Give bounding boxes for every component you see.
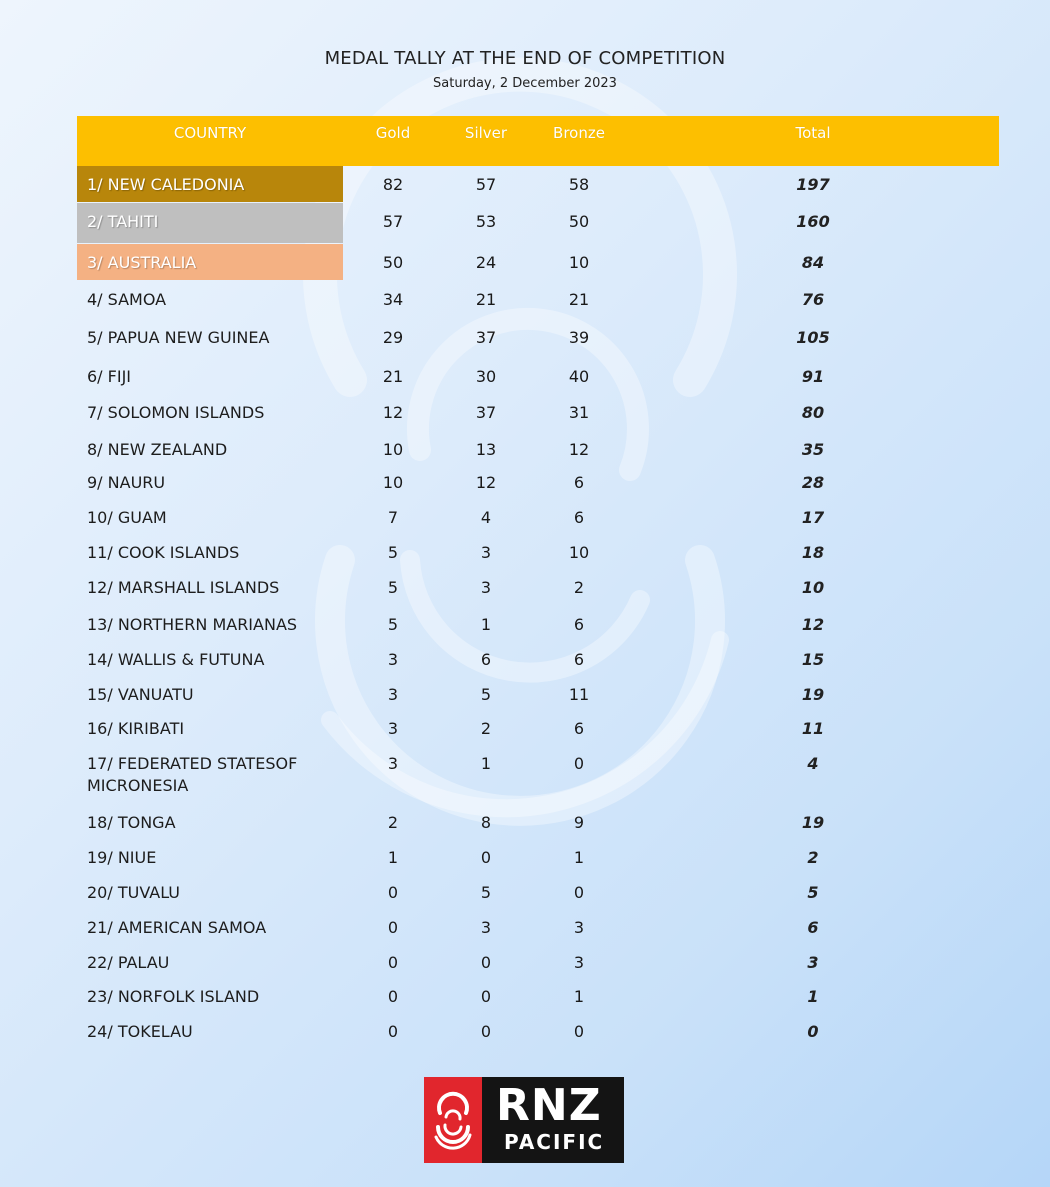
table-row bbox=[0, 909, 1050, 945]
gold-count: 0 bbox=[387, 883, 399, 902]
bronze-count: 3 bbox=[573, 918, 585, 937]
gold-count: 0 bbox=[387, 1022, 399, 1041]
country-name-line2: MICRONESIA bbox=[87, 776, 189, 795]
bronze-count: 6 bbox=[573, 508, 585, 527]
table-row bbox=[0, 1013, 1050, 1049]
total-count: 5 bbox=[807, 883, 819, 902]
bronze-count: 58 bbox=[568, 175, 590, 194]
silver-count: 1 bbox=[480, 754, 492, 773]
country-name: 3/ AUSTRALIA bbox=[87, 253, 197, 272]
bronze-count: 2 bbox=[573, 578, 585, 597]
table-row bbox=[0, 431, 1050, 467]
total-count: 1 bbox=[807, 987, 819, 1006]
bronze-count: 0 bbox=[573, 1022, 585, 1041]
silver-count: 3 bbox=[480, 543, 492, 562]
total-count: 160 bbox=[796, 212, 830, 231]
total-count: 10 bbox=[801, 578, 825, 597]
total-count: 4 bbox=[807, 754, 819, 773]
total-count: 19 bbox=[801, 813, 825, 832]
silver-count: 57 bbox=[475, 175, 497, 194]
bronze-count: 3 bbox=[573, 953, 585, 972]
table-row bbox=[0, 641, 1050, 677]
table-row bbox=[0, 676, 1050, 712]
silver-count: 0 bbox=[480, 1022, 492, 1041]
total-count: 11 bbox=[801, 719, 825, 738]
total-count: 35 bbox=[801, 440, 825, 459]
table-row bbox=[0, 358, 1050, 394]
total-count: 80 bbox=[801, 403, 825, 422]
table-row bbox=[0, 281, 1050, 317]
table-row bbox=[0, 745, 1050, 801]
gold-count: 82 bbox=[382, 175, 404, 194]
gold-count: 1 bbox=[387, 848, 399, 867]
bronze-count: 6 bbox=[573, 719, 585, 738]
gold-count: 3 bbox=[387, 650, 399, 669]
total-count: 2 bbox=[807, 848, 819, 867]
bronze-count: 6 bbox=[573, 473, 585, 492]
silver-count: 37 bbox=[475, 403, 497, 422]
rnz-pacific-logo bbox=[424, 1077, 624, 1163]
country-name: 14/ WALLIS & FUTUNA bbox=[87, 650, 265, 669]
country-name: 24/ TOKELAU bbox=[87, 1022, 193, 1041]
header-country: COUNTRY bbox=[173, 124, 247, 142]
gold-count: 57 bbox=[382, 212, 404, 231]
gold-count: 10 bbox=[382, 440, 404, 459]
bronze-count: 1 bbox=[573, 987, 585, 1006]
table-row bbox=[0, 944, 1050, 980]
total-count: 0 bbox=[807, 1022, 819, 1041]
country-name: 4/ SAMOA bbox=[87, 290, 167, 309]
silver-count: 6 bbox=[480, 650, 492, 669]
bronze-count: 21 bbox=[568, 290, 590, 309]
table-row bbox=[0, 569, 1050, 605]
bronze-count: 9 bbox=[573, 813, 585, 832]
silver-count: 3 bbox=[480, 918, 492, 937]
total-count: 6 bbox=[807, 918, 819, 937]
logo-rnz-text: RNZ bbox=[496, 1080, 602, 1131]
bronze-count: 39 bbox=[568, 328, 590, 347]
gold-count: 3 bbox=[387, 685, 399, 704]
table-row bbox=[0, 978, 1050, 1014]
silver-count: 1 bbox=[480, 615, 492, 634]
gold-count: 0 bbox=[387, 918, 399, 937]
total-count: 17 bbox=[801, 508, 825, 527]
silver-count: 5 bbox=[480, 685, 492, 704]
silver-count: 3 bbox=[480, 578, 492, 597]
gold-count: 21 bbox=[382, 367, 404, 386]
page-title: MEDAL TALLY AT THE END OF COMPETITION bbox=[324, 48, 726, 69]
total-count: 105 bbox=[796, 328, 830, 347]
bronze-count: 40 bbox=[568, 367, 590, 386]
silver-count: 30 bbox=[475, 367, 497, 386]
total-count: 19 bbox=[801, 685, 825, 704]
gold-count: 29 bbox=[382, 328, 404, 347]
bronze-count: 0 bbox=[573, 754, 585, 773]
gold-count: 0 bbox=[387, 987, 399, 1006]
bronze-count: 31 bbox=[568, 403, 590, 422]
country-name: 20/ TUVALU bbox=[87, 883, 181, 902]
bronze-count: 10 bbox=[568, 253, 590, 272]
country-name: 13/ NORTHERN MARIANAS bbox=[87, 615, 298, 634]
country-name: 15/ VANUATU bbox=[87, 685, 194, 704]
silver-count: 12 bbox=[475, 473, 497, 492]
gold-count: 12 bbox=[382, 403, 404, 422]
rnz-swirl-icon bbox=[424, 1077, 482, 1163]
bronze-count: 1 bbox=[573, 848, 585, 867]
logo-red-panel bbox=[424, 1077, 482, 1163]
total-count: 91 bbox=[801, 367, 825, 386]
country-name: 19/ NIUE bbox=[87, 848, 157, 867]
country-name: 1/ NEW CALEDONIA bbox=[87, 175, 245, 194]
silver-count: 2 bbox=[480, 719, 492, 738]
total-count: 3 bbox=[807, 953, 819, 972]
table-row bbox=[0, 319, 1050, 355]
silver-count: 0 bbox=[480, 953, 492, 972]
table-row bbox=[0, 839, 1050, 875]
country-name-line1: 17/ FEDERATED STATESOF bbox=[87, 754, 298, 773]
header-silver: Silver bbox=[464, 124, 508, 142]
silver-count: 0 bbox=[480, 987, 492, 1006]
silver-count: 4 bbox=[480, 508, 492, 527]
country-name: 12/ MARSHALL ISLANDS bbox=[87, 578, 280, 597]
silver-count: 13 bbox=[475, 440, 497, 459]
bronze-count: 0 bbox=[573, 883, 585, 902]
table-row bbox=[0, 534, 1050, 570]
total-count: 12 bbox=[801, 615, 825, 634]
country-name: 11/ COOK ISLANDS bbox=[87, 543, 240, 562]
table-row bbox=[0, 203, 1050, 239]
country-name: 21/ AMERICAN SAMOA bbox=[87, 918, 267, 937]
country-name: 10/ GUAM bbox=[87, 508, 167, 527]
bronze-count: 11 bbox=[568, 685, 590, 704]
total-count: 197 bbox=[796, 175, 830, 194]
total-count: 84 bbox=[801, 253, 825, 272]
bronze-count: 10 bbox=[568, 543, 590, 562]
country-name: 7/ SOLOMON ISLANDS bbox=[87, 403, 265, 422]
country-name: 8/ NEW ZEALAND bbox=[87, 440, 228, 459]
country-name: 2/ TAHITI bbox=[87, 212, 159, 231]
total-count: 28 bbox=[801, 473, 825, 492]
header-gold: Gold bbox=[375, 124, 411, 142]
bronze-count: 6 bbox=[573, 615, 585, 634]
silver-count: 53 bbox=[475, 212, 497, 231]
silver-count: 0 bbox=[480, 848, 492, 867]
country-name: 9/ NAURU bbox=[87, 473, 166, 492]
country-name: 22/ PALAU bbox=[87, 953, 170, 972]
gold-count: 0 bbox=[387, 953, 399, 972]
total-count: 76 bbox=[801, 290, 825, 309]
silver-count: 8 bbox=[480, 813, 492, 832]
header-total: Total bbox=[795, 124, 831, 142]
logo-pacific-text: PACIFIC bbox=[504, 1130, 605, 1154]
country-name: 5/ PAPUA NEW GUINEA bbox=[87, 328, 270, 347]
silver-count: 37 bbox=[475, 328, 497, 347]
country-name: 23/ NORFOLK ISLAND bbox=[87, 987, 260, 1006]
table-row bbox=[0, 874, 1050, 910]
gold-count: 3 bbox=[387, 719, 399, 738]
table-row bbox=[0, 166, 1050, 202]
table-row bbox=[0, 499, 1050, 535]
gold-count: 7 bbox=[387, 508, 399, 527]
bronze-count: 12 bbox=[568, 440, 590, 459]
bronze-count: 6 bbox=[573, 650, 585, 669]
silver-count: 24 bbox=[475, 253, 497, 272]
table-row bbox=[0, 244, 1050, 280]
gold-count: 5 bbox=[387, 543, 399, 562]
gold-count: 3 bbox=[387, 754, 399, 773]
country-name: 18/ TONGA bbox=[87, 813, 176, 832]
total-count: 15 bbox=[801, 650, 825, 669]
country-name bbox=[87, 753, 297, 797]
silver-count: 21 bbox=[475, 290, 497, 309]
page-subtitle: Saturday, 2 December 2023 bbox=[433, 76, 617, 91]
country-name: 6/ FIJI bbox=[87, 367, 132, 386]
table-row bbox=[0, 804, 1050, 840]
gold-count: 34 bbox=[382, 290, 404, 309]
gold-count: 5 bbox=[387, 578, 399, 597]
gold-count: 10 bbox=[382, 473, 404, 492]
bronze-count: 50 bbox=[568, 212, 590, 231]
total-count: 18 bbox=[801, 543, 825, 562]
table-row bbox=[0, 394, 1050, 430]
silver-count: 5 bbox=[480, 883, 492, 902]
table-row bbox=[0, 710, 1050, 746]
gold-count: 50 bbox=[382, 253, 404, 272]
country-name: 16/ KIRIBATI bbox=[87, 719, 185, 738]
header-bronze: Bronze bbox=[553, 124, 605, 142]
gold-count: 5 bbox=[387, 615, 399, 634]
gold-count: 2 bbox=[387, 813, 399, 832]
table-row bbox=[0, 464, 1050, 500]
table-row bbox=[0, 606, 1050, 642]
